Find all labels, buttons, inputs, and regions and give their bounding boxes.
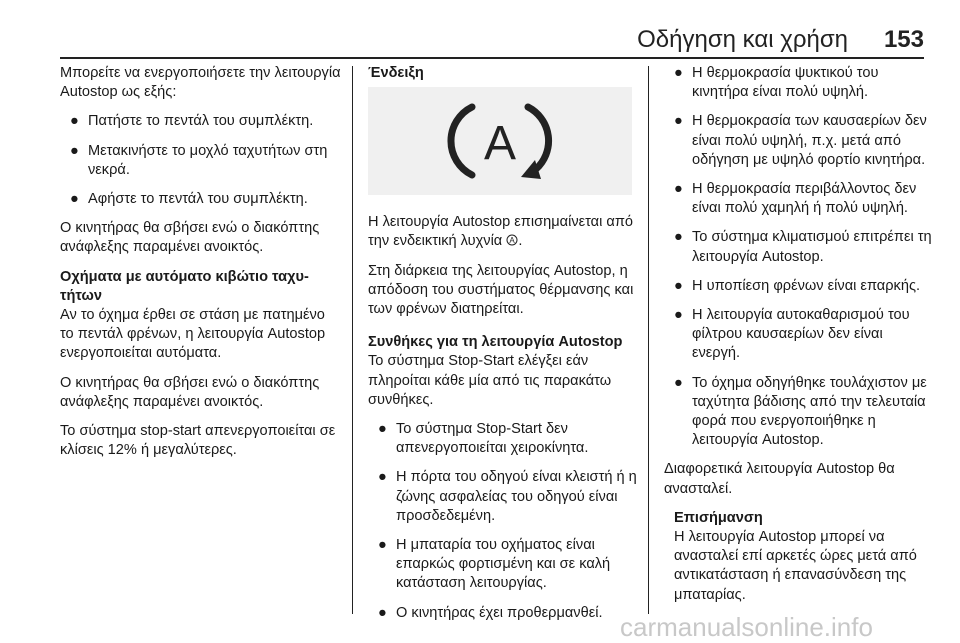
- subheading: Οχήματα με αυτόματο κιβώτιο ταχυτήτων: [60, 268, 309, 304]
- list-item: ● Πατήστε το πεντάλ του συμπλέκτη.: [70, 113, 314, 130]
- note-box: [674, 509, 934, 605]
- indicator-image: [368, 87, 632, 195]
- note-title: Επισήμανση: [674, 509, 763, 526]
- paragraph: Διαφορετικά λειτουργία Autostop θα ανασταλεί.: [664, 461, 895, 497]
- list-item: ● Η λειτουργία αυτοκαθαρισμού του φίλτρου καυσαερίων δεν είναι ενεργή.: [674, 307, 910, 362]
- paragraph: Το σύστημα Stop-Start ελέγξει εάν πληροίται κάθε μία από τις παρακάτω συνθήκες.: [368, 353, 612, 408]
- paragraph: Αν το όχημα έρθει σε στάση με πατημένο το πεντάλ φρένων, η λειτουργία Autostop ενεργοποιείται αυτόματα.: [60, 307, 326, 362]
- list-item: ● Η θερμοκρασία των καυσαερίων δεν είναι πολύ υψηλή, π.χ. μετά από οδήγηση με υψηλό φορτίο κινητήρα.: [674, 113, 927, 168]
- paragraph: Ο κινητήρας θα σβήσει ενώ ο διακόπτης ανάφλεξης παραμένει ανοικτός.: [60, 220, 320, 256]
- list-item: ● Το όχημα οδηγήθηκε τουλάχιστον με ταχύτητα βάδισης από την τελευταία φορά που ενεργοποιήθηκε η λειτουργία Autostop.: [674, 374, 927, 449]
- svg-text:A: A: [483, 117, 517, 171]
- list-item: ● Η πόρτα του οδηγού είναι κλειστή ή η ζώνης ασφαλείας του οδηγού είναι προσδεδεμένη.: [378, 469, 637, 524]
- subheading: Συνθήκες για τη λειτουργία Autostop: [368, 334, 623, 351]
- list-item: ● Το σύστημα κλιματισμού επιτρέπει τη λειτουργία Autostop.: [674, 229, 932, 265]
- paragraph: Στη διάρκεια της λειτουργίας Autostop, η απόδοση του συστήματος θέρμανσης και των φρένων διατηρείται.: [368, 262, 634, 318]
- list-item: ● Ο κινητήρας έχει προθερμανθεί.: [378, 604, 603, 621]
- svg-text:A: A: [509, 236, 515, 246]
- conditions-list-continued: [664, 64, 934, 450]
- column-divider: [648, 66, 649, 614]
- paragraph: Ο κινητήρας θα σβήσει ενώ ο διακόπτης ανάφλεξης παραμένει ανοικτός.: [60, 374, 320, 410]
- conditions-list: [368, 420, 638, 623]
- list-item: ● Η μπαταρία του οχήματος είναι επαρκώς φορτισμένη και σε καλή κατάσταση λειτουργίας.: [378, 537, 611, 592]
- column-middle: [368, 64, 638, 633]
- steps-list: [60, 112, 342, 209]
- list-item: ● Το σύστημα Stop-Start δεν απενεργοποιείται χειροκίνητα.: [378, 421, 589, 457]
- page-title: Οδήγηση και χρήση: [637, 26, 848, 53]
- page-number: 153: [883, 26, 924, 53]
- list-item: ● Η υποπίεση φρένων είναι επαρκής.: [674, 277, 921, 294]
- list-item: ● Η θερμοκρασία περιβάλλοντος δεν είναι πολύ χαμηλή ή πολύ υψηλή.: [674, 181, 917, 217]
- list-item: ● Μετακινήστε το μοχλό ταχυτήτων στη νεκρά.: [70, 142, 328, 178]
- autostop-lamp-icon: [506, 234, 518, 246]
- paragraph: Το σύστημα stop-start απενεργοποιείται σε κλίσεις 12% ή μεγαλύτερες.: [60, 423, 336, 459]
- section-heading: Ένδειξη: [368, 65, 424, 81]
- watermark: carmanualsonline.info: [620, 612, 873, 642]
- column-right: [664, 64, 934, 605]
- paragraph: Η λειτουργία Autostop επισημαίνεται από την ενδεικτική λυχνία A .: [368, 214, 634, 250]
- autostop-indicator-icon: [435, 93, 565, 189]
- list-item: ● Αφήστε το πεντάλ του συμπλέκτη.: [70, 191, 308, 208]
- column-divider: [352, 66, 353, 614]
- page-header: [0, 0, 960, 58]
- column-left: [60, 64, 342, 470]
- note-text: Η λειτουργία Autostop μπορεί να ανασταλεί επί αρκετές ώρες μετά από αντικατάσταση ή επανασύνδεση της μπαταρίας.: [674, 529, 917, 603]
- intro-paragraph: Μπορείτε να ενεργοποιήσετε την λειτουργία Autostop ως εξής:: [60, 65, 341, 101]
- header-divider: [60, 57, 924, 59]
- list-item: ● Η θερμοκρασία ψυκτικού του κινητήρα είναι πολύ υψηλή.: [674, 65, 879, 101]
